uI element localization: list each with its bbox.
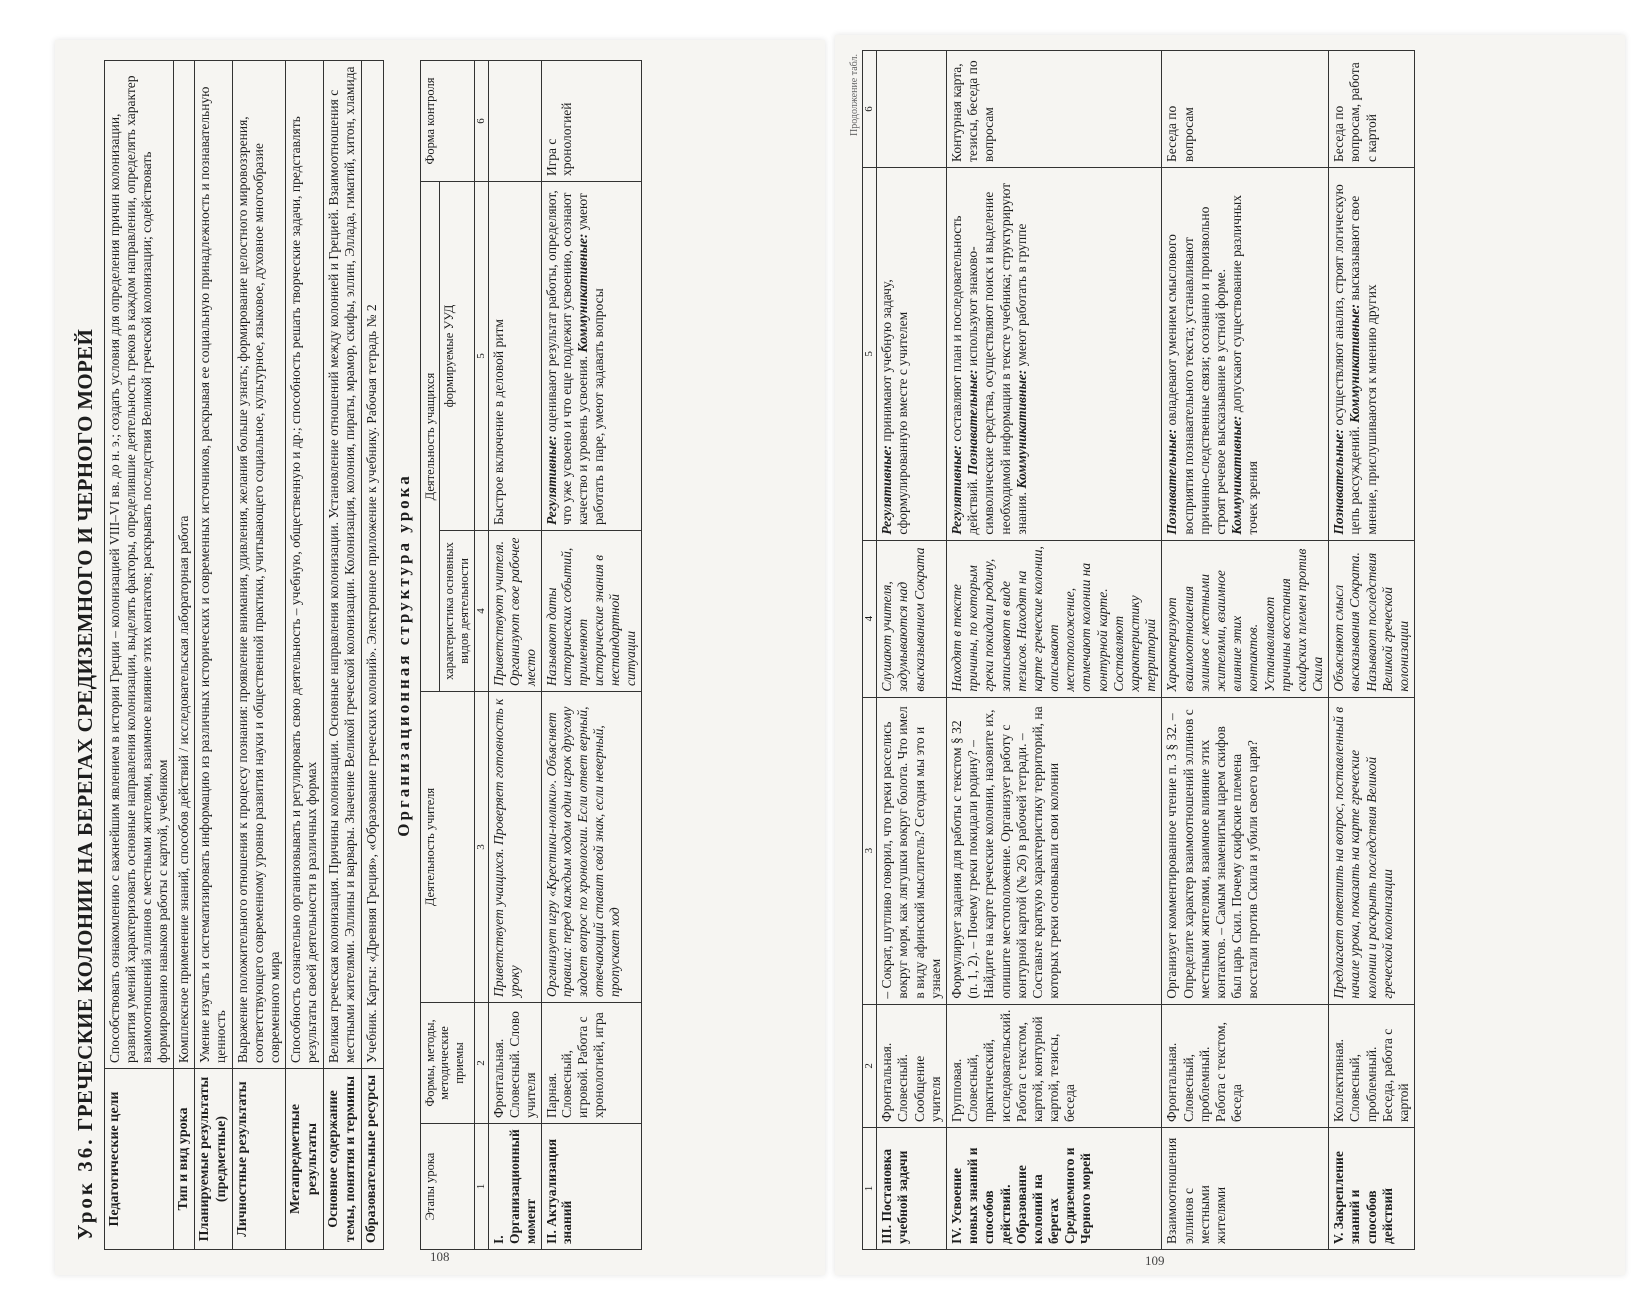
info-label: Личностные результаты bbox=[233, 1069, 286, 1250]
teacher-cell: Организует комментированное чтение п. 3 § 32. – Определите характер взаимоотношений эллинов с местными жителями, взаимное влияние этих контактов. – Самым знаменитым царем скифов был царь Скил. Почему скифские племена восстали против Скила и убили своего царя? bbox=[1162, 697, 1329, 1004]
lesson-info-table bbox=[104, 60, 384, 1250]
col-number: 2 bbox=[863, 1004, 877, 1127]
table-row bbox=[1162, 51, 1329, 1250]
structure-table bbox=[420, 60, 643, 1250]
teacher-cell: Формулирует задания для работы с текстом § 32 (п. 1, 2). – Почему греки покидали родину? – Найдите на карте греческие колонии, назовите их, опишите местоположение. Организует работу с контурной картой (№ 26) в рабочей тетради. – Составьте краткую характеристику территорий, на которых греки основывали свои колонии bbox=[946, 697, 1161, 1004]
lesson-number: Урок 36. bbox=[73, 1136, 97, 1240]
structure-table-continued bbox=[862, 50, 1415, 1250]
col-number: 4 bbox=[474, 531, 488, 692]
forms-cell: Фронтальная. Словесный. Сообщение учителя bbox=[877, 1004, 947, 1127]
table-row bbox=[286, 61, 324, 1250]
col-teacher: Деятельность учителя bbox=[420, 692, 474, 1003]
col-number: 3 bbox=[474, 692, 488, 1003]
page-number: 109 bbox=[1145, 1253, 1165, 1268]
table-row bbox=[362, 61, 384, 1250]
continuation-label: Продолжение табл. bbox=[849, 54, 860, 136]
table-row bbox=[324, 61, 362, 1250]
col-number: 5 bbox=[474, 182, 488, 531]
col-students: Деятельность учащихся bbox=[420, 182, 440, 692]
col-number: 6 bbox=[863, 51, 877, 168]
uud-text: умеют работать в паре, умеют задавать вопросы bbox=[575, 193, 607, 525]
number-row bbox=[863, 51, 877, 1250]
uud-text: высказывают свое мнение, прислушиваются к мнению других bbox=[1347, 195, 1379, 535]
uud-text: составляют план и последовательность действий. bbox=[948, 215, 981, 535]
col-number: 1 bbox=[474, 1124, 488, 1250]
col-number: 2 bbox=[474, 1003, 488, 1124]
uud-text: осуществляют анализ, строят логическую цепь рассуждений. bbox=[1331, 184, 1363, 535]
stage-cell: V. Закрепление знаний и способов действий bbox=[1329, 1128, 1415, 1250]
uud-text: используют знаково-символические средства, осуществляют поиск и выделение необходимой информации в тексте учебника; структурируют знания. bbox=[965, 182, 1029, 535]
col-forms: Формы, методы, методические приемы bbox=[420, 1003, 474, 1124]
table-row bbox=[195, 61, 233, 1250]
table-row bbox=[488, 61, 541, 1250]
info-label: Тип и вид урока bbox=[173, 1069, 195, 1250]
char-cell: Приветствуют учителя. Организуют свое рабочее место bbox=[488, 531, 541, 692]
info-label: Педагогические цели bbox=[105, 1069, 174, 1250]
info-value: Способствовать ознакомлению с важнейшим явлением в истории Греции – колонизацией VIII–VI вв. до н. э.; создать условия для определения причин колонизации, развития умений характеризовать основные направления колонизации, выделять факторы, определившие деятельность греков в каждом направлении, определять характер взаимоотношений эллинов с местными жителями, взаимное влияние этих контактов; раскрывать последствия Великой греческой колонизации; содействовать формированию навыков работы с картой, учебником bbox=[105, 61, 174, 1069]
uud-type: Регулятивные: bbox=[543, 435, 559, 525]
forms-cell: Фронтальная. Словесный. Слово учителя bbox=[488, 1003, 541, 1124]
table-row bbox=[105, 61, 174, 1250]
teacher-cell: – Сократ, шутливо говорил, что греки расселись вокруг моря, как лягушки вокруг болота. Что имел в виду афинский мыслитель? Сегодня мы это и узнаем bbox=[877, 697, 947, 1004]
col-number: 4 bbox=[863, 540, 877, 697]
table-row bbox=[541, 61, 642, 1250]
uud-type: Коммуникативные: bbox=[1229, 415, 1245, 535]
control-cell: Контурная карта, тезисы, беседа по вопросам bbox=[946, 51, 1161, 168]
col-control: Форма контроля bbox=[420, 61, 474, 182]
uud-text: допускают существование различных точек зрения bbox=[1229, 195, 1261, 535]
table-row bbox=[233, 61, 286, 1250]
col-uud: формируемые УУД bbox=[440, 182, 475, 531]
stage-cell: III. Постановка учебной задачи bbox=[877, 1128, 947, 1250]
uud-type: Коммуникативные: bbox=[575, 233, 591, 353]
control-cell: Беседа по вопросам, работа с картой bbox=[1329, 51, 1415, 168]
char-cell: Слушают учителя, задумываются над высказыванием Сократа bbox=[877, 540, 947, 697]
uud-cell bbox=[1329, 168, 1415, 541]
uud-cell bbox=[946, 168, 1161, 541]
uud-type: Познавательные: bbox=[1164, 428, 1180, 535]
section-title: Организационная структура урока bbox=[393, 473, 413, 837]
uud-cell bbox=[1162, 168, 1329, 541]
info-value: Великая греческая колонизация. Причины колонизации. Основные направления колонизации. Установление отношений между колонией и Грецией. Взаимоотношения с местными жителями. Эллины и варвары. Значение Великой греческой колонизации. Колонизация, колония, пираты, мрамор, скифы, эллин, Эллада, гиматий, хитон, хламида bbox=[324, 61, 362, 1069]
forms-cell: Групповая. Словесный, практический, исследовательский. Работа с текстом, картой, контурной картой, тезисы, беседа bbox=[946, 1004, 1161, 1127]
info-value: Выражение положительного отношения к процессу познания: проявление внимания, удивления, желания больше узнать; формирование целостного мировоззрения, соответствующего современному уровню развития науки и общественной практики, учитывающего социальное, культурное, языковое, духовное многообразие современного мира bbox=[233, 61, 286, 1069]
control-cell: Беседа по вопросам bbox=[1162, 51, 1329, 168]
col-number: 1 bbox=[863, 1128, 877, 1250]
uud-type: Регулятивные: bbox=[948, 444, 964, 535]
char-cell: Объясняют смысл высказывания Сократа. Называют последствия Великой греческой колонизации bbox=[1329, 540, 1415, 697]
uud-type: Познавательные: bbox=[965, 369, 981, 476]
forms-cell: Парная. Словесный, игровой. Работа с хронологией, игра bbox=[541, 1003, 642, 1124]
header-row bbox=[420, 61, 440, 1250]
info-label: Планируемые результаты (предметные) bbox=[195, 1069, 233, 1250]
lesson-title bbox=[73, 60, 98, 1240]
teacher-cell: Организует игру «Крестики-нолики». Объясняет правила: перед каждым ходом один игрок другому задает вопрос по хронологии. Если ответ верный, отвечающий ставит свой знак, если неверный, пропускает ход bbox=[541, 692, 642, 1003]
info-value: Комплексное применение знаний, способов действий / исследовательская лабораторная работа bbox=[173, 61, 195, 1069]
info-label: Метапредметные результаты bbox=[286, 1069, 324, 1250]
uud-text: овладевают умением смыслового восприятия познавательного текста; устанавливают причинно-следственные связи; осознанно и произвольно строят речевое высказывание в устной форме. bbox=[1164, 206, 1228, 535]
info-value: Способность сознательно организовывать и регулировать свою деятельность – учебную, общественную и др.; способность решать творческие задачи, представлять результаты своей деятельности в различных формах bbox=[286, 61, 324, 1069]
control-cell bbox=[488, 61, 541, 182]
stage-cell: I. Организационный момент bbox=[488, 1124, 541, 1250]
col-char: характеристика основных видов деятельности bbox=[440, 531, 475, 692]
uud-type: Коммуникативные: bbox=[1013, 369, 1029, 489]
uud-text: принимают учебную задачу, сформулированную вместе с учителем bbox=[879, 279, 911, 535]
char-cell: Находят в тексте причины, по которым греки покидали родину, записывают в виде тезисов. Находят на карте греческие колонии, описывают местоположение, отмечают колонии на контурной карте. Составляют характеристику территорий bbox=[946, 540, 1161, 697]
teacher-cell: Предлагает ответить на вопрос, поставленный в начале урока, показать на карте греческие колонии и раскрыть последствия Великой греческой колонизации bbox=[1329, 697, 1415, 1004]
char-cell: Называют даты исторических событий, применяют исторические знания в нестандартной ситуации bbox=[541, 531, 642, 692]
page-number: 108 bbox=[430, 1249, 450, 1264]
table-row bbox=[877, 51, 947, 1250]
col-number: 3 bbox=[863, 697, 877, 1004]
uud-type: Познавательные: bbox=[1331, 428, 1347, 535]
forms-cell: Коллективная. Словесный, проблемный. Беседа, работа с картой bbox=[1329, 1004, 1415, 1127]
uud-cell bbox=[541, 182, 642, 531]
right-page bbox=[835, 35, 1625, 1275]
uud-text: умеют работать в группе bbox=[1013, 223, 1029, 367]
info-value: Умение изучать и систематизировать информацию из различных исторических и современных источников, раскрывая ее социальную принадлежность и познавательную ценность bbox=[195, 61, 233, 1069]
stage-cell: II. Актуализация знаний bbox=[541, 1124, 642, 1250]
table-row bbox=[1329, 51, 1415, 1250]
uud-cell: Быстрое включение в деловой ритм bbox=[488, 182, 541, 531]
forms-cell: Фронтальная. Словесный, проблемный. Работа с текстом, беседа bbox=[1162, 1004, 1329, 1127]
control-cell: Игра с хронологией bbox=[541, 61, 642, 182]
info-label: Образовательные ресурсы bbox=[362, 1069, 384, 1250]
info-label: Основное содержание темы, понятия и термины bbox=[324, 1069, 362, 1250]
uud-type: Коммуникативные: bbox=[1347, 303, 1363, 423]
table-row bbox=[946, 51, 1161, 1250]
table-row bbox=[173, 61, 195, 1250]
right-page-content bbox=[849, 50, 1609, 1250]
col-number: 6 bbox=[474, 61, 488, 182]
info-value: Учебник. Карты: «Древняя Греция», «Образование греческих колоний». Электронное приложение к учебнику. Рабочая тетрадь № 2 bbox=[362, 61, 384, 1069]
number-row bbox=[474, 61, 488, 1250]
teacher-cell: Приветствует учащихся. Проверяет готовность к уроку bbox=[488, 692, 541, 1003]
stage-cell: Взаимоотношения эллинов с местными жителями bbox=[1162, 1128, 1329, 1250]
uud-type: Регулятивные: bbox=[879, 444, 895, 535]
char-cell: Характеризуют взаимоотношения эллинов с местными жителями, взаимное влияние этих контактов. Устанавливают причины восстания скифских племен против Скила bbox=[1162, 540, 1329, 697]
col-number: 5 bbox=[863, 168, 877, 541]
lesson-title-text: ГРЕЧЕСКИЕ КОЛОНИИ НА БЕРЕГАХ СРЕДИЗЕМНОГО И ЧЕРНОГО МОРЕЙ bbox=[73, 328, 97, 1131]
control-cell bbox=[877, 51, 947, 168]
col-stages: Этапы урока bbox=[420, 1124, 474, 1250]
uud-text: оценивают результат работы, определяют, что уже усвоено и что еще подлежит усвоению, осознают качество и уровень усвоения. bbox=[543, 190, 591, 525]
uud-cell bbox=[877, 168, 947, 541]
left-page bbox=[55, 40, 825, 1275]
stage-cell: IV. Усвоение новых знаний и способов действий. Образование колоний на берегах Средиземного и Черного морей bbox=[946, 1128, 1161, 1250]
left-page-content bbox=[73, 60, 813, 1250]
